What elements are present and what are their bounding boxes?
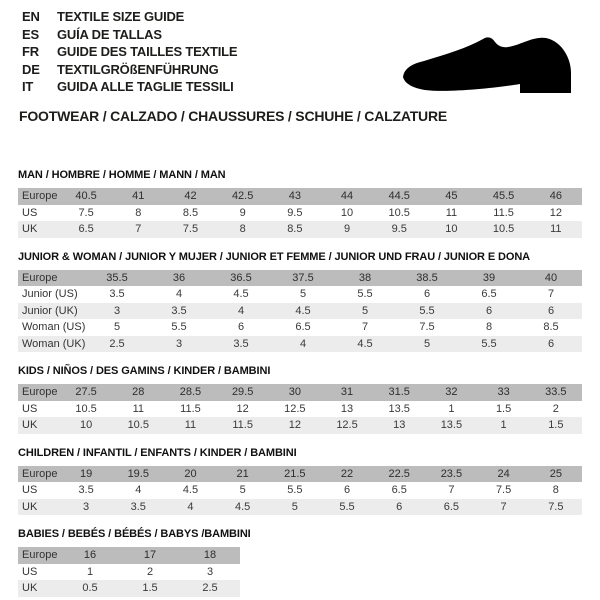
size-cell: 4.5	[272, 303, 334, 320]
size-cell: 4	[164, 499, 216, 516]
size-cell: 11.5	[217, 417, 269, 434]
size-cell: 12	[236, 402, 249, 415]
size-cell: 4	[210, 303, 272, 320]
language-label: GUÍA DE TALLAS	[57, 26, 162, 42]
table-row-junior-uk	[18, 303, 582, 320]
size-cell: 44.5	[373, 188, 425, 205]
size-cell: 44	[321, 188, 373, 205]
size-cell: 5	[299, 288, 307, 300]
size-cell: 5	[334, 303, 396, 320]
row-label: UK	[18, 417, 60, 434]
size-cell: 1	[448, 402, 455, 415]
size-cell: 3	[206, 565, 214, 578]
size-cell: 7	[478, 499, 530, 516]
size-cell: 21.5	[269, 466, 321, 483]
size-cell: 40.5	[60, 188, 112, 205]
size-cell: 12.5	[284, 402, 306, 415]
table-row-uk	[18, 499, 582, 516]
size-cell: 8	[552, 484, 559, 496]
size-cell: 7	[112, 221, 164, 238]
size-cell: 46	[530, 188, 582, 205]
table-title-junior: JUNIOR & WOMAN / JUNIOR Y MUJER / JUNIOR ET FEMME / JUNIOR UND FRAU / JUNIOR E DONA	[18, 250, 531, 263]
size-cell: 10.5	[478, 221, 530, 238]
row-label: Europe	[18, 466, 60, 483]
size-cell: 6	[343, 484, 351, 496]
size-cell: 11.5	[493, 206, 514, 219]
language-row-en	[22, 8, 237, 26]
table-title-man: MAN / HOMBRE / HOMME / MANN / MAN	[18, 169, 226, 181]
size-cell: 13.5	[388, 402, 410, 415]
table-header-row	[18, 547, 240, 564]
size-cell: 7	[547, 288, 555, 300]
row-label: Europe	[18, 384, 60, 401]
size-cell: 8.5	[543, 321, 559, 333]
size-cell: 5	[396, 336, 458, 353]
category-title: FOOTWEAR / CALZADO / CHAUSSURES / SCHUHE / CALZATURE	[19, 108, 448, 124]
size-cell: 5	[269, 499, 321, 516]
size-cell: 9	[321, 221, 373, 238]
size-cell: 6	[520, 336, 582, 353]
size-cell: 29.5	[217, 384, 269, 401]
table-row-woman-uk	[18, 336, 582, 353]
size-cell: 5.5	[171, 321, 187, 333]
table-header-row	[18, 384, 582, 401]
size-cell: 9	[239, 206, 246, 219]
size-cell: 4	[175, 288, 183, 300]
size-cell: 19	[60, 466, 112, 483]
table-row-us	[18, 205, 582, 222]
size-cell: 10	[340, 206, 354, 219]
size-cell: 10.5	[388, 206, 410, 219]
size-cell: 13	[340, 402, 354, 415]
size-cell: 3.5	[210, 336, 272, 353]
size-cell: 11.5	[180, 402, 201, 415]
table-header-row	[18, 188, 582, 205]
size-cell: 7.5	[419, 321, 435, 333]
size-cell: 12.5	[321, 417, 373, 434]
size-cell: 12	[269, 417, 321, 434]
size-cell: 4.5	[217, 499, 269, 516]
size-cell: 4.5	[233, 288, 249, 300]
size-cell: 45	[425, 188, 477, 205]
size-cell: 36	[148, 270, 210, 287]
size-cell: 7.5	[530, 499, 582, 516]
table-title-kids: KIDS / NIÑOS / DES GAMINS / KINDER / BAMBINI	[18, 365, 271, 377]
size-cell: 2.5	[180, 580, 240, 597]
shoe-icon	[402, 36, 572, 94]
size-cell: 33	[478, 384, 530, 401]
row-label: Junior (US)	[22, 288, 78, 300]
size-cell: 6.5	[60, 221, 112, 238]
table-title-babies: BABIES / BEBÉS / BÉBÉS / BABYS /BAMBINI	[18, 528, 251, 540]
size-cell: 28.5	[164, 384, 216, 401]
language-code: FR	[22, 44, 39, 60]
size-cell: 36.5	[210, 270, 272, 287]
size-cell: 7.5	[164, 221, 216, 238]
size-cell: 9.5	[373, 221, 425, 238]
table-row-us	[18, 401, 582, 418]
language-label: GUIDE DES TAILLES TEXTILE	[57, 44, 238, 60]
table-header-row	[18, 270, 582, 287]
size-cell: 5.5	[458, 336, 520, 353]
size-cell: 21	[217, 466, 269, 483]
language-label: TEXTILE SIZE GUIDE	[57, 9, 185, 25]
size-cell: 11	[530, 221, 582, 238]
size-cell: 39	[458, 270, 520, 287]
row-label: Europe	[18, 270, 86, 287]
size-cell: 28	[112, 384, 164, 401]
size-cell: 38	[334, 270, 396, 287]
size-cell: 33.5	[530, 384, 582, 401]
size-cell: 1.5	[530, 417, 582, 434]
size-cell: 17	[120, 547, 180, 564]
size-table-man	[18, 188, 582, 238]
size-cell: 13.5	[425, 417, 477, 434]
size-cell: 11	[445, 206, 458, 219]
size-cell: 31.5	[373, 384, 425, 401]
size-cell: 10	[60, 417, 112, 434]
row-label: UK	[18, 221, 60, 238]
size-section-man	[18, 169, 582, 238]
row-label: Woman (UK)	[18, 336, 86, 353]
size-cell: 11	[132, 402, 144, 415]
size-cell: 6.5	[481, 288, 497, 300]
size-cell: 5.5	[321, 499, 373, 516]
size-cell: 8.5	[269, 221, 321, 238]
size-cell: 7	[448, 484, 455, 496]
size-table-children	[18, 466, 582, 516]
size-cell: 32	[425, 384, 477, 401]
size-cell: 31	[321, 384, 373, 401]
size-cell: 6.5	[295, 321, 311, 333]
row-label: Woman (US)	[22, 321, 86, 333]
size-cell: 7.5	[78, 206, 94, 219]
table-header-row	[18, 466, 582, 483]
size-cell: 5	[113, 321, 121, 333]
row-label: US	[22, 484, 38, 496]
size-cell: 8.5	[182, 206, 199, 219]
size-cell: 16	[60, 547, 120, 564]
size-cell: 3.5	[148, 303, 210, 320]
language-code: DE	[22, 61, 40, 77]
size-cell: 42.5	[217, 188, 269, 205]
size-cell: 10.5	[112, 417, 164, 434]
table-title-children: CHILDREN / INFANTIL / ENFANTS / KINDER / BAMBINI	[18, 446, 297, 459]
size-cell: 6	[237, 321, 245, 333]
size-cell: 9.5	[287, 206, 303, 219]
size-cell: 2.5	[86, 336, 148, 353]
size-cell: 13	[373, 417, 425, 434]
size-cell: 18	[180, 547, 240, 564]
row-label: UK	[18, 499, 60, 516]
size-cell: 41	[112, 188, 164, 205]
table-row-us	[18, 482, 582, 499]
row-label: Europe	[18, 188, 60, 205]
size-cell: 0.5	[60, 580, 120, 597]
row-label: US	[22, 565, 38, 578]
size-cell: 37.5	[272, 270, 334, 287]
size-cell: 2	[552, 402, 559, 415]
size-cell: 6.5	[391, 484, 407, 496]
language-label: GUIDA ALLE TAGLIE TESSILI	[57, 79, 234, 95]
table-row-woman-us	[18, 319, 582, 336]
size-section-children	[18, 447, 582, 516]
size-cell: 1	[86, 565, 94, 578]
row-label: UK	[18, 580, 60, 597]
size-cell: 6	[458, 303, 520, 320]
size-cell: 35.5	[86, 270, 148, 287]
language-row-it	[22, 78, 237, 96]
language-row-fr	[22, 43, 237, 61]
language-code: ES	[22, 26, 39, 42]
size-cell: 3	[60, 499, 112, 516]
size-cell: 5.5	[287, 484, 303, 496]
size-cell: 3	[148, 336, 210, 353]
size-cell: 30	[269, 384, 321, 401]
size-cell: 5	[239, 484, 246, 496]
size-cell: 3	[86, 303, 148, 320]
row-label: Europe	[18, 547, 60, 564]
table-row-uk	[18, 417, 582, 434]
language-legend	[22, 8, 237, 96]
size-cell: 5.5	[357, 288, 373, 300]
size-cell: 4.5	[182, 484, 199, 496]
size-cell: 2	[146, 565, 154, 578]
size-cell: 7.5	[495, 484, 512, 496]
size-section-kids	[18, 365, 582, 434]
size-cell: 4	[272, 336, 334, 353]
language-row-de	[22, 61, 237, 79]
size-cell: 38.5	[396, 270, 458, 287]
size-cell: 23.5	[425, 466, 477, 483]
table-row-us	[18, 564, 240, 581]
size-cell: 25	[530, 466, 582, 483]
size-cell: 27.5	[60, 384, 112, 401]
size-cell: 5.5	[396, 303, 458, 320]
size-cell: 6	[373, 499, 425, 516]
size-cell: 4.5	[334, 336, 396, 353]
table-row-junior-us	[18, 286, 582, 303]
language-row-es	[22, 26, 237, 44]
size-cell: 1.5	[120, 580, 180, 597]
size-cell: 20	[164, 466, 216, 483]
size-cell: 43	[269, 188, 321, 205]
size-cell: 8	[135, 206, 142, 219]
size-cell: 6	[423, 288, 431, 300]
size-cell: 40	[520, 270, 582, 287]
size-table-junior	[18, 270, 582, 353]
size-cell: 1.5	[495, 402, 512, 415]
size-cell: 6	[520, 303, 582, 320]
size-cell: 24	[478, 466, 530, 483]
size-cell: 4	[135, 484, 142, 496]
size-section-junior	[18, 251, 582, 353]
size-cell: 6.5	[425, 499, 477, 516]
row-label: US	[22, 206, 38, 219]
size-tables	[18, 169, 582, 600]
size-section-babies	[18, 528, 582, 597]
row-label: US	[22, 402, 38, 415]
size-cell: 8	[485, 321, 493, 333]
size-cell: 1	[478, 417, 530, 434]
size-table-kids	[18, 384, 582, 434]
size-cell: 45.5	[478, 188, 530, 205]
size-cell: 19.5	[112, 466, 164, 483]
size-cell: 3.5	[109, 288, 125, 300]
size-cell: 12	[549, 206, 562, 219]
size-table-babies	[18, 547, 240, 597]
row-label: Junior (UK)	[18, 303, 86, 320]
size-cell: 42	[164, 188, 216, 205]
table-row-uk	[18, 221, 582, 238]
language-code: IT	[22, 79, 34, 95]
language-label: TEXTILGRÖßENFÜHRUNG	[57, 61, 219, 77]
size-cell: 7	[361, 321, 369, 333]
size-cell: 8	[217, 221, 269, 238]
table-row-uk	[18, 580, 240, 597]
size-cell: 22.5	[373, 466, 425, 483]
size-cell: 10	[425, 221, 477, 238]
language-code: EN	[22, 9, 40, 25]
size-cell: 11	[164, 417, 216, 434]
size-cell: 3.5	[78, 484, 94, 496]
size-cell: 22	[321, 466, 373, 483]
size-cell: 10.5	[75, 402, 97, 415]
size-cell: 3.5	[112, 499, 164, 516]
